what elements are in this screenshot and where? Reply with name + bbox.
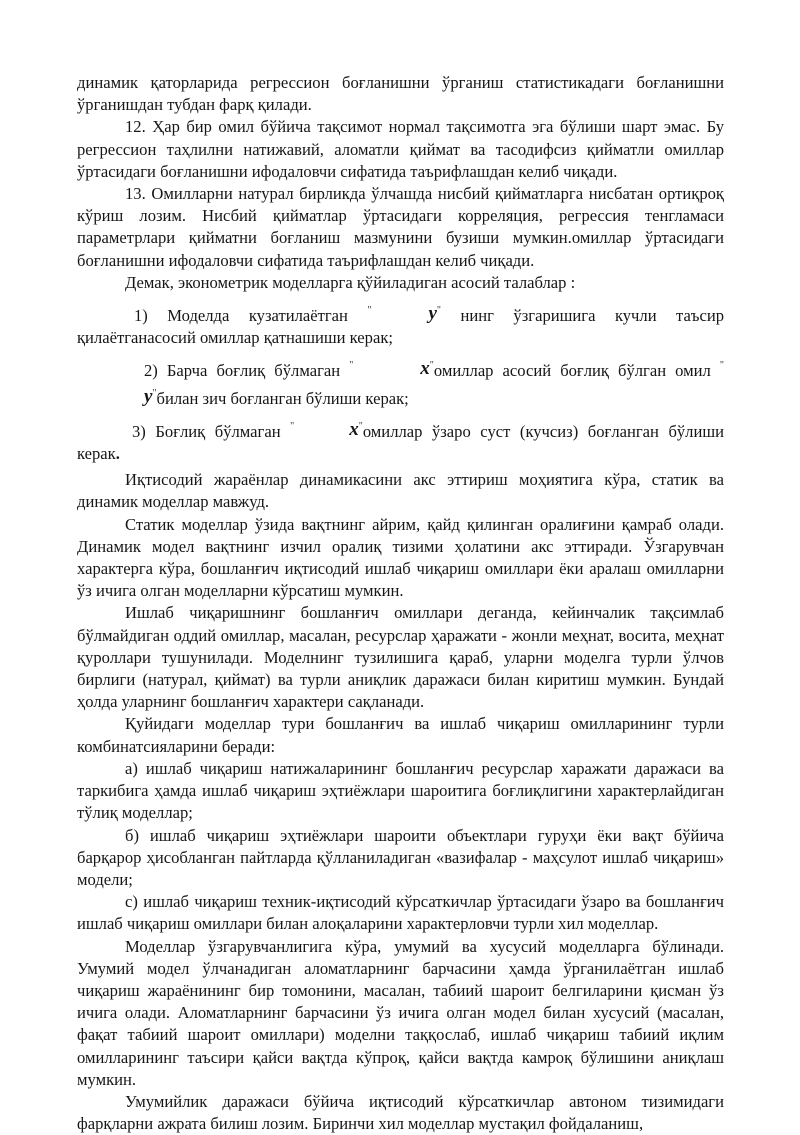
requirement-2-text-b: омиллар асосий боғлиқ бўлган омил [433, 361, 720, 381]
requirement-2-text-c: билан зич боғланган бўлиши керак; [156, 388, 409, 408]
paragraph-static-dynamic: Иқтисодий жараёнлар динамикасини акс эттириш моҳиятига кўра, статик ва динамик моделлар мавжуд. [77, 470, 724, 512]
variable-y: y [428, 303, 437, 325]
variable-x: x [349, 418, 359, 440]
list-item-b: б) ишлаб чиқариш эҳтиёжлари шароити объектлари гуруҳи ёки вақт бўйича барқарор ҳисобланган пайтларда қўлланиладиган «вазифалар - маҳсулот ишлаб чиқариш» модели; [77, 825, 724, 889]
variable-y: y [144, 385, 153, 407]
paragraph-continuation: динамик қаторларида регрессион боғланишни ўрганиш статистикадаги боғланишни ўрганишдан тубдан фарқ қилади. [77, 73, 724, 115]
requirements-intro: Демак, эконометрик моделларга қўйиладиган асосий талаблар : [125, 272, 576, 292]
paragraph-item-12: 12. Ҳар бир омил бўйича тақсимот нормал тақсимотга эга бўлиши шарт эмас. Бу регрессион таҳлилни натижавий, аломатли қиймат ва тасодифсиз қийматли омиллар ўртасидаги боғланишни ифодаловчи сифатида таърифлашдан келиб чиқади. [77, 117, 724, 181]
paragraph-model-combinations: Қуйидаги моделлар тури бошланғич ва ишлаб чиқариш омилларининг турли комбинатсияларини беради: [77, 714, 724, 756]
requirement-2-text-a: 2) Барча боғлиқ бўлмаган [144, 361, 350, 381]
paragraph-static-models: Статик моделлар ўзида вақтнинг айрим, қайд қилинган оралиғини қамраб олади. Динамик модел вақтнинг изчил оралиқ тизими ҳолатини акс эттиради. Ўзгарувчан характерга кўра, бошланғич иқтисодий ишлаб чиқариш омиллари ёки аралаш омилларни ўз ичига олган моделларни кўрсатиш мумкин. [77, 514, 724, 601]
list-item-c: с) ишлаб чиқариш техник-иқтисодий кўрсаткичлар ўртасидаги ўзаро ва бошланғич ишлаб чиқариш омиллари билан алоқаларини характерловчи турли хил моделлар. [77, 892, 724, 934]
requirement-3-text-b: омиллар ўзаро суст (кучсиз) боғланган бўлиши керак [77, 421, 725, 464]
list-item-a: а) ишлаб чиқариш натижаларининг бошланғич ресурслар харажати даражаси ва таркибига ҳамда ишлаб чиқариш эҳтиёжлари шароитига боғлиқлигини характерлайдиган тўлиқ моделлар; [77, 758, 724, 823]
requirement-3-text-a: 3) Боғлиқ бўлмаган [132, 421, 291, 441]
paragraph-general-models: Моделлар ўзгарувчанлигига кўра, умумий ва хусусий моделларга бўлинади. Умумий модел ўлчанадиган аломатларнинг барчасини ҳамда ўрганилаётган ишлаб чиқариш жараёнининг бир томонини, масалан, табиий шароит белгиларини қисман ўз ичига олади. Аломатларнинг барчасини ўз ичига олган модел билан хусусий (масалан, фақат табиий шароит омиллари) моделни таққослаб, ишлаб чиқариш табиий иқлим омилларининг таъсири қайси вақтда кўпроқ, қайси вақтда камроқ бўлишини аниқлаш мумкин. [77, 936, 724, 1089]
variable-x: x [420, 358, 430, 380]
paragraph-production-factors: Ишлаб чиқаришнинг бошланғич омиллари деганда, кейинчалик тақсимлаб бўлмайдиган оддий омиллар, масалан, ресурслар ҳаражати - жонли меҳнат, восита, меҳнат қуроллари тушунилади. Моделнинг тузилишига қараб, уларни моделга турли ўлчов бирлиги (натурал, қиймат) ва турли аниқлик даражаси билан киритиш мумкин. Бундай ҳолда уларнинг бошланғич характери сақланади. [77, 603, 724, 712]
requirement-2: 2) Барча боғлиқ бўлмаган " x"омиллар асосий боғлиқ бўлган омил "y"билан зич боғланган бўлиши керак; [77, 349, 724, 409]
requirement-1-text-a: 1) Моделда кузатилаётган [134, 306, 368, 326]
paragraph-item-13: 13. Омилларни натурал бирликда ўлчашда нисбий қийматларга нисбатан ортиқроқ кўриш лозим. Нисбий қийматлар ўртасидаги корреляция, регрессия тенгламаси параметрлари қийматни боғланиш мазмунини бузиши мумкин.омиллар ўртасидаги боғланишни ифодаловчи сифатида таърифлашдан келиб чиқади. [77, 184, 724, 270]
requirement-1-text-b: нинг ўзгаришига кучли таъсир қилаётганасосий омиллар қатнашиши керак; [77, 306, 724, 348]
requirement-3: 3) Боғлиқ бўлмаган " x"омиллар ўзаро суст (кучсиз) боғланган бўлиши керак. [77, 418, 725, 464]
requirement-3-period: . [115, 444, 120, 464]
requirement-1: 1) Моделда кузатилаётган " y" нинг ўзгаришига кучли таъсир қилаётганасосий омиллар қатнашиши керак; [77, 303, 724, 348]
paragraph-generality-level: Умумийлик даражаси бўйича иқтисодий кўрсаткичлар автоном тизимидаги фарқларни ажрата билиш лозим. Биринчи хил моделлар мустақил фойдаланиш, [77, 1091, 724, 1134]
